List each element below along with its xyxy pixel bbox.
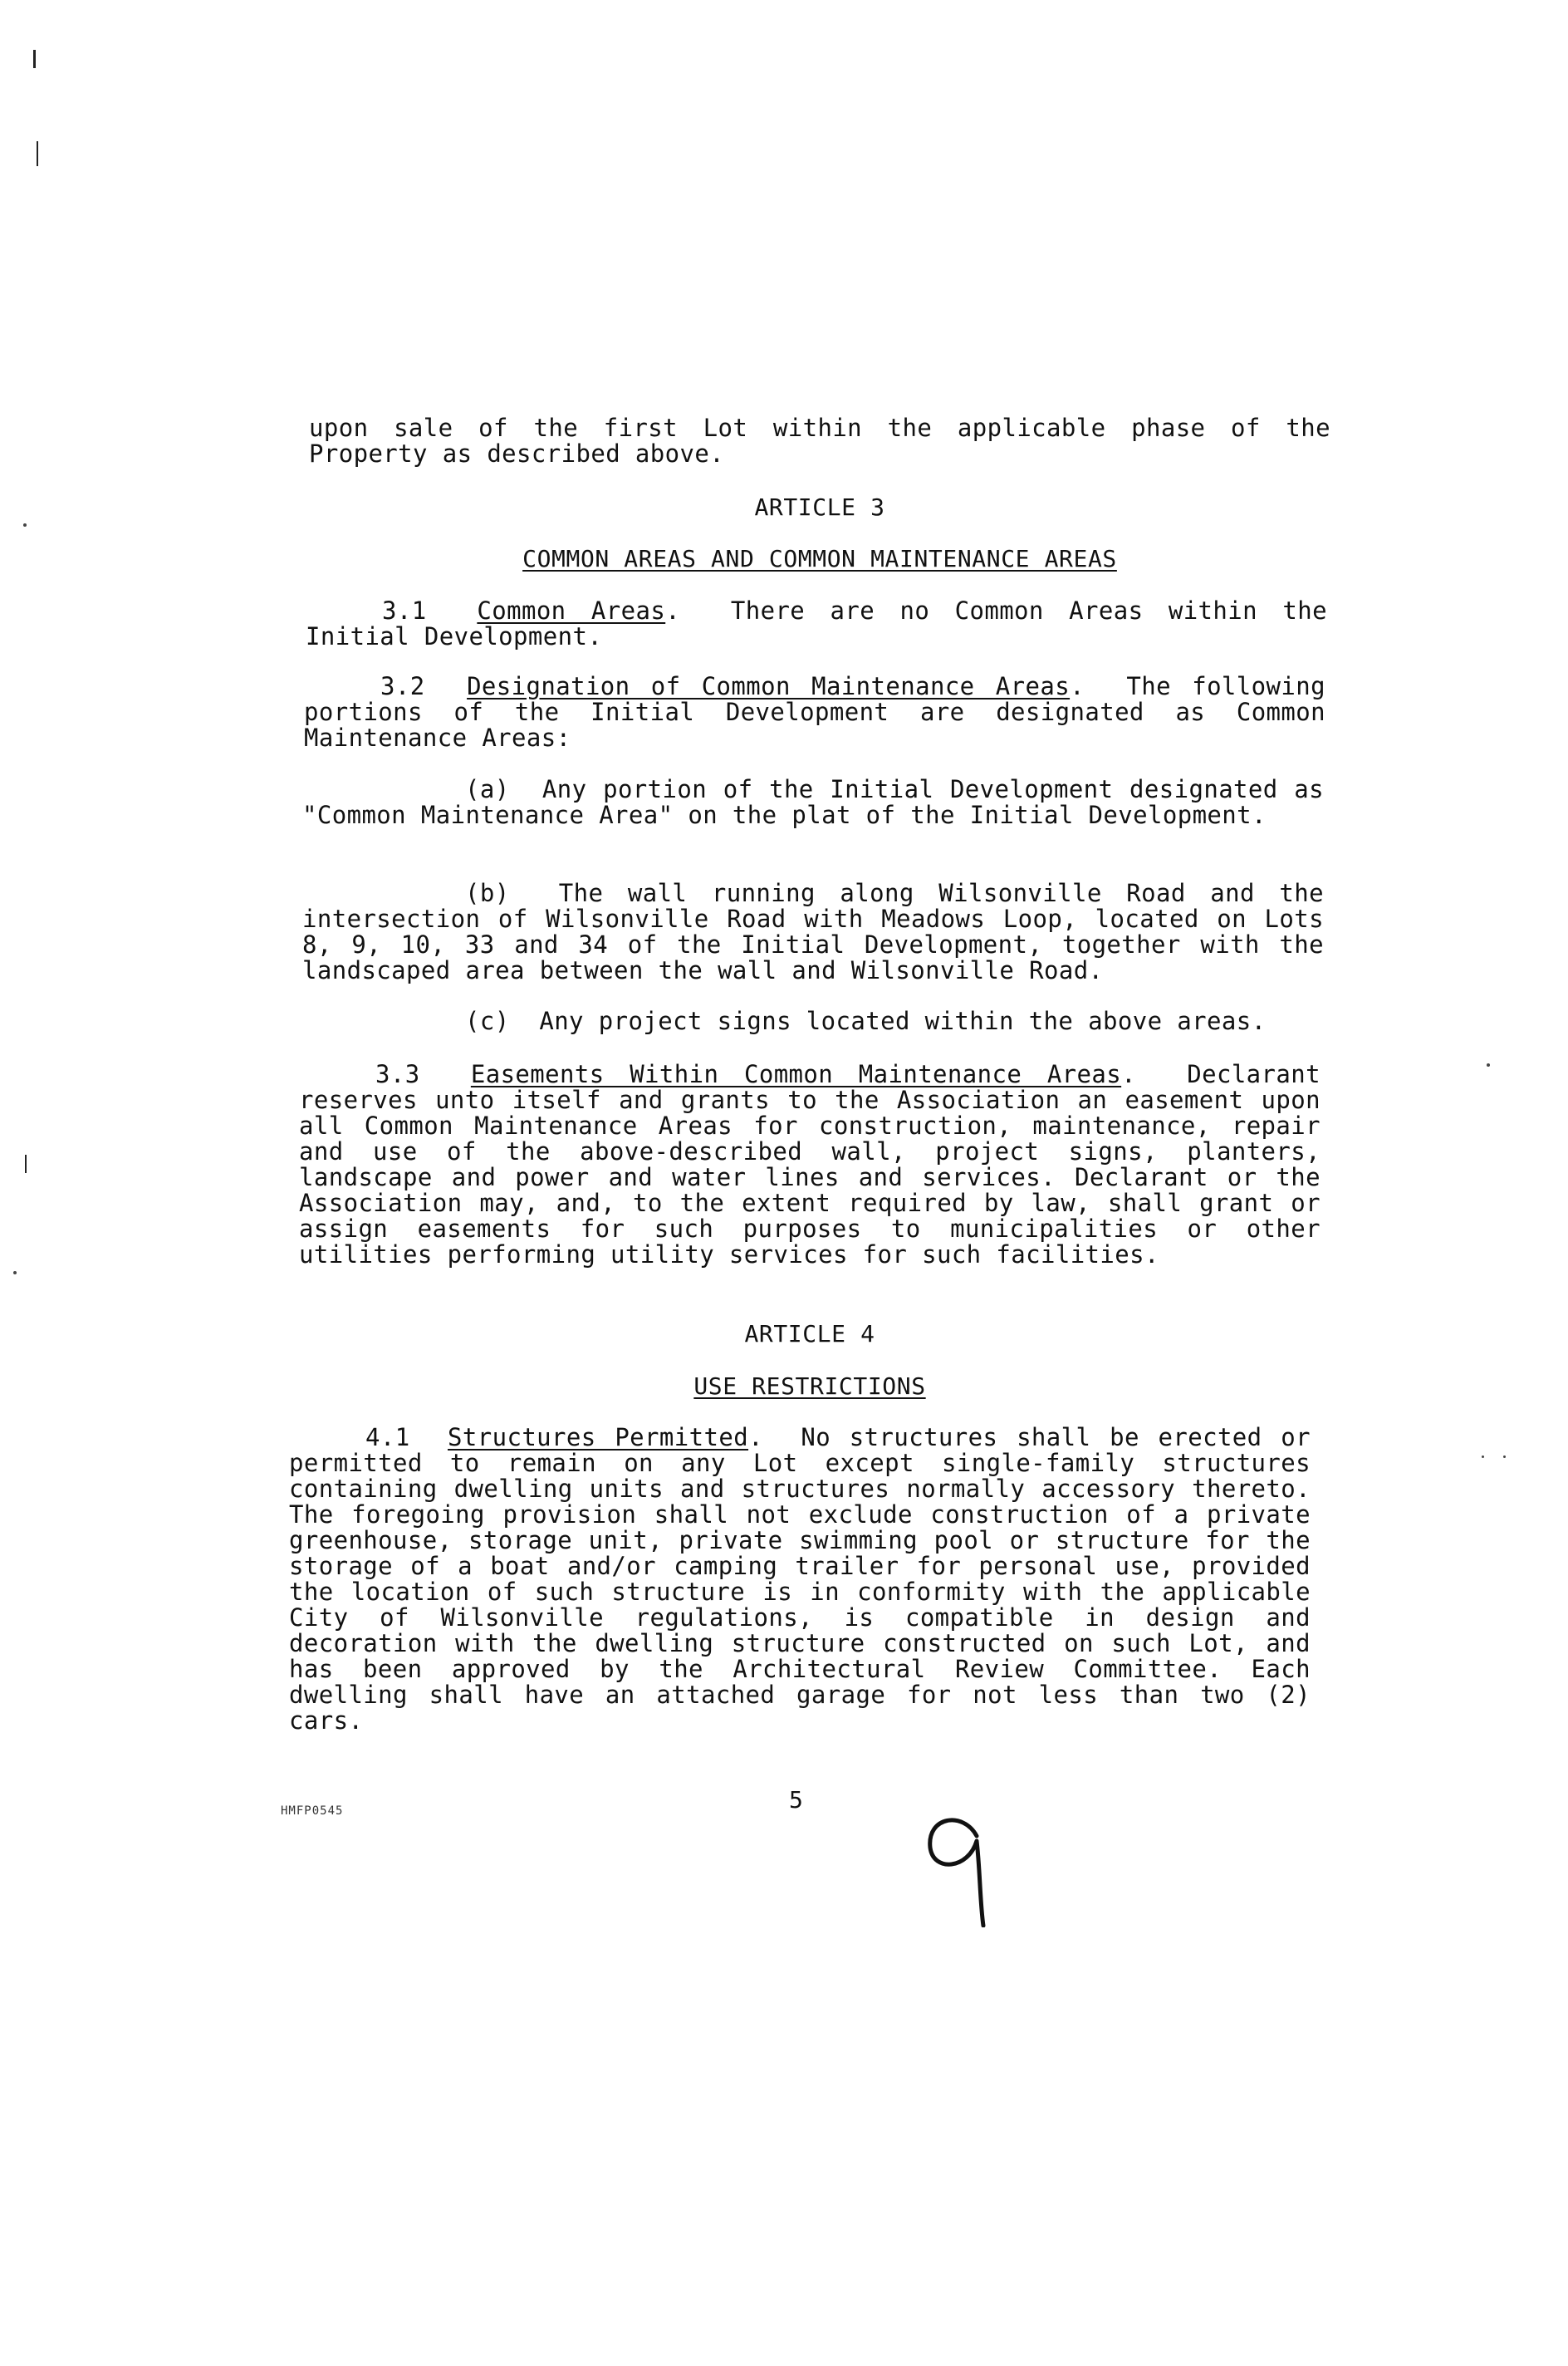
handwritten-page-number bbox=[922, 1803, 997, 1927]
scan-speck bbox=[1503, 1455, 1506, 1458]
section-3-1-number: 3.1 bbox=[382, 596, 427, 625]
item-b-label: (b) bbox=[465, 879, 510, 907]
item-a-label: (a) bbox=[465, 775, 510, 803]
section-3-1-title: Common Areas bbox=[477, 596, 666, 625]
scan-speck bbox=[13, 1271, 17, 1274]
section-3-3-number: 3.3 bbox=[375, 1060, 420, 1088]
section-3-2-number: 3.2 bbox=[380, 672, 425, 700]
section-4-1: 4.1 Structures Permitted. No structures shall be erected or permitted to remain on any Lot except single-family structures containing dwelling units and structures normally accessory thereto. The foregoing provision shall not exclude construction of a private greenhouse, storage unit, private swimming pool or structure for the storage of a boat and/or camping trailer for personal use, provided the location of such structure is in conformity with the applicable City of Wilsonville regulations, is compatible in design and decoration with the dwelling structure constructed on such Lot, and has been approved by the Architectural Review Committee. Each dwelling shall have an attached garage for not less than two (2) cars. bbox=[289, 1423, 1311, 1735]
section-3-3-title: Easements Within Common Maintenance Areas bbox=[470, 1060, 1122, 1088]
item-c-text: Any project signs located within the above areas. bbox=[539, 1007, 1267, 1035]
item-b-text: The wall running along Wilsonville Road and the intersection of Wilsonville Road with Meadows Loop, located on Lots 8, 9, 10, 33 and 34 of the Initial Development, together with the landscaped area between the wall and Wilsonville Road. bbox=[302, 879, 1324, 984]
article-4-title bbox=[299, 1373, 1321, 1399]
section-3-1: 3.1 Common Areas. There are no Common Areas within the Initial Development. bbox=[306, 596, 1327, 650]
item-a-text: Any portion of the Initial Development designated as "Common Maintenance Area" on the plat of the Initial Development. bbox=[302, 775, 1324, 829]
scan-speck bbox=[1487, 1063, 1490, 1067]
scan-mark bbox=[37, 141, 38, 166]
article-4-title-text: USE RESTRICTIONS bbox=[693, 1372, 926, 1400]
scan-mark bbox=[33, 50, 36, 68]
section-3-2: 3.2 Designation of Common Maintenance Areas. The following portions of the Initial Development are designated as Common Maintenance Areas: bbox=[304, 672, 1325, 752]
article-3-title-text: COMMON AREAS AND COMMON MAINTENANCE AREAS bbox=[522, 545, 1117, 572]
footer-code: HMFP0545 bbox=[281, 1804, 344, 1818]
section-3-2-text: The following portions of the Initial Development are designated as Common Maintenance Areas: bbox=[304, 672, 1325, 752]
page-number: 5 bbox=[789, 1786, 803, 1814]
article-3-heading: ARTICLE 3 bbox=[754, 493, 885, 521]
section-3-2-a bbox=[302, 777, 1324, 828]
section-4-1-text: No structures shall be erected or permitted to remain on any Lot except single-family structures containing dwelling units and structures normally accessory thereto. The foregoing provision shall not exclude construction of a private greenhouse, storage unit, private swimming pool or structure for the storage of a boat and/or camping trailer for personal use, provided the location of such structure is in conformity with the applicable City of Wilsonville regulations, is compatible in design and decoration with the dwelling structure constructed on such Lot, and has been approved by the Architectural Review Committee. Each dwelling shall have an attached garage for not less than two (2) cars. bbox=[289, 1423, 1311, 1735]
section-3-2-b bbox=[302, 881, 1324, 984]
item-c-label: (c) bbox=[465, 1007, 510, 1035]
scan-speck bbox=[23, 523, 27, 527]
section-3-2-title: Designation of Common Maintenance Areas bbox=[467, 672, 1071, 700]
section-3-1-text: There are no Common Areas within the Initial Development. bbox=[306, 596, 1327, 650]
article-4-heading: ARTICLE 4 bbox=[744, 1320, 875, 1347]
scan-mark bbox=[25, 1155, 27, 1173]
scan-speck bbox=[1482, 1455, 1484, 1458]
section-3-2-c bbox=[302, 1009, 1324, 1034]
article-3-title bbox=[309, 546, 1330, 572]
section-4-1-title: Structures Permitted bbox=[448, 1423, 749, 1451]
section-4-1-number: 4.1 bbox=[365, 1423, 410, 1451]
section-3-3-text: Declarant reserves unto itself and grants to the Association an easement upon all Common Maintenance Areas for construction, maintenance, repair and use of the above-described wall, project signs, planters, landscape and power and water lines and services. Declarant or the Association may, and, to the extent required by law, shall grant or assign easements for such purposes to municipalities or other utilities performing utility services for such facilities. bbox=[299, 1060, 1321, 1269]
section-3-3: 3.3 Easements Within Common Maintenance Areas. Declarant reserves unto itself and grants to the Association an easement upon all Common Maintenance Areas for construction, maintenance, repair and use of the above-described wall, project signs, planters, landscape and power and water lines and services. Declarant or the Association may, and, to the extent required by law, shall grant or assign easements for such purposes to municipalities or other utilities performing utility services for such facilities. bbox=[299, 1060, 1321, 1269]
intro-paragraph: upon sale of the first Lot within the applicable phase of the Property as described above. bbox=[309, 414, 1330, 468]
